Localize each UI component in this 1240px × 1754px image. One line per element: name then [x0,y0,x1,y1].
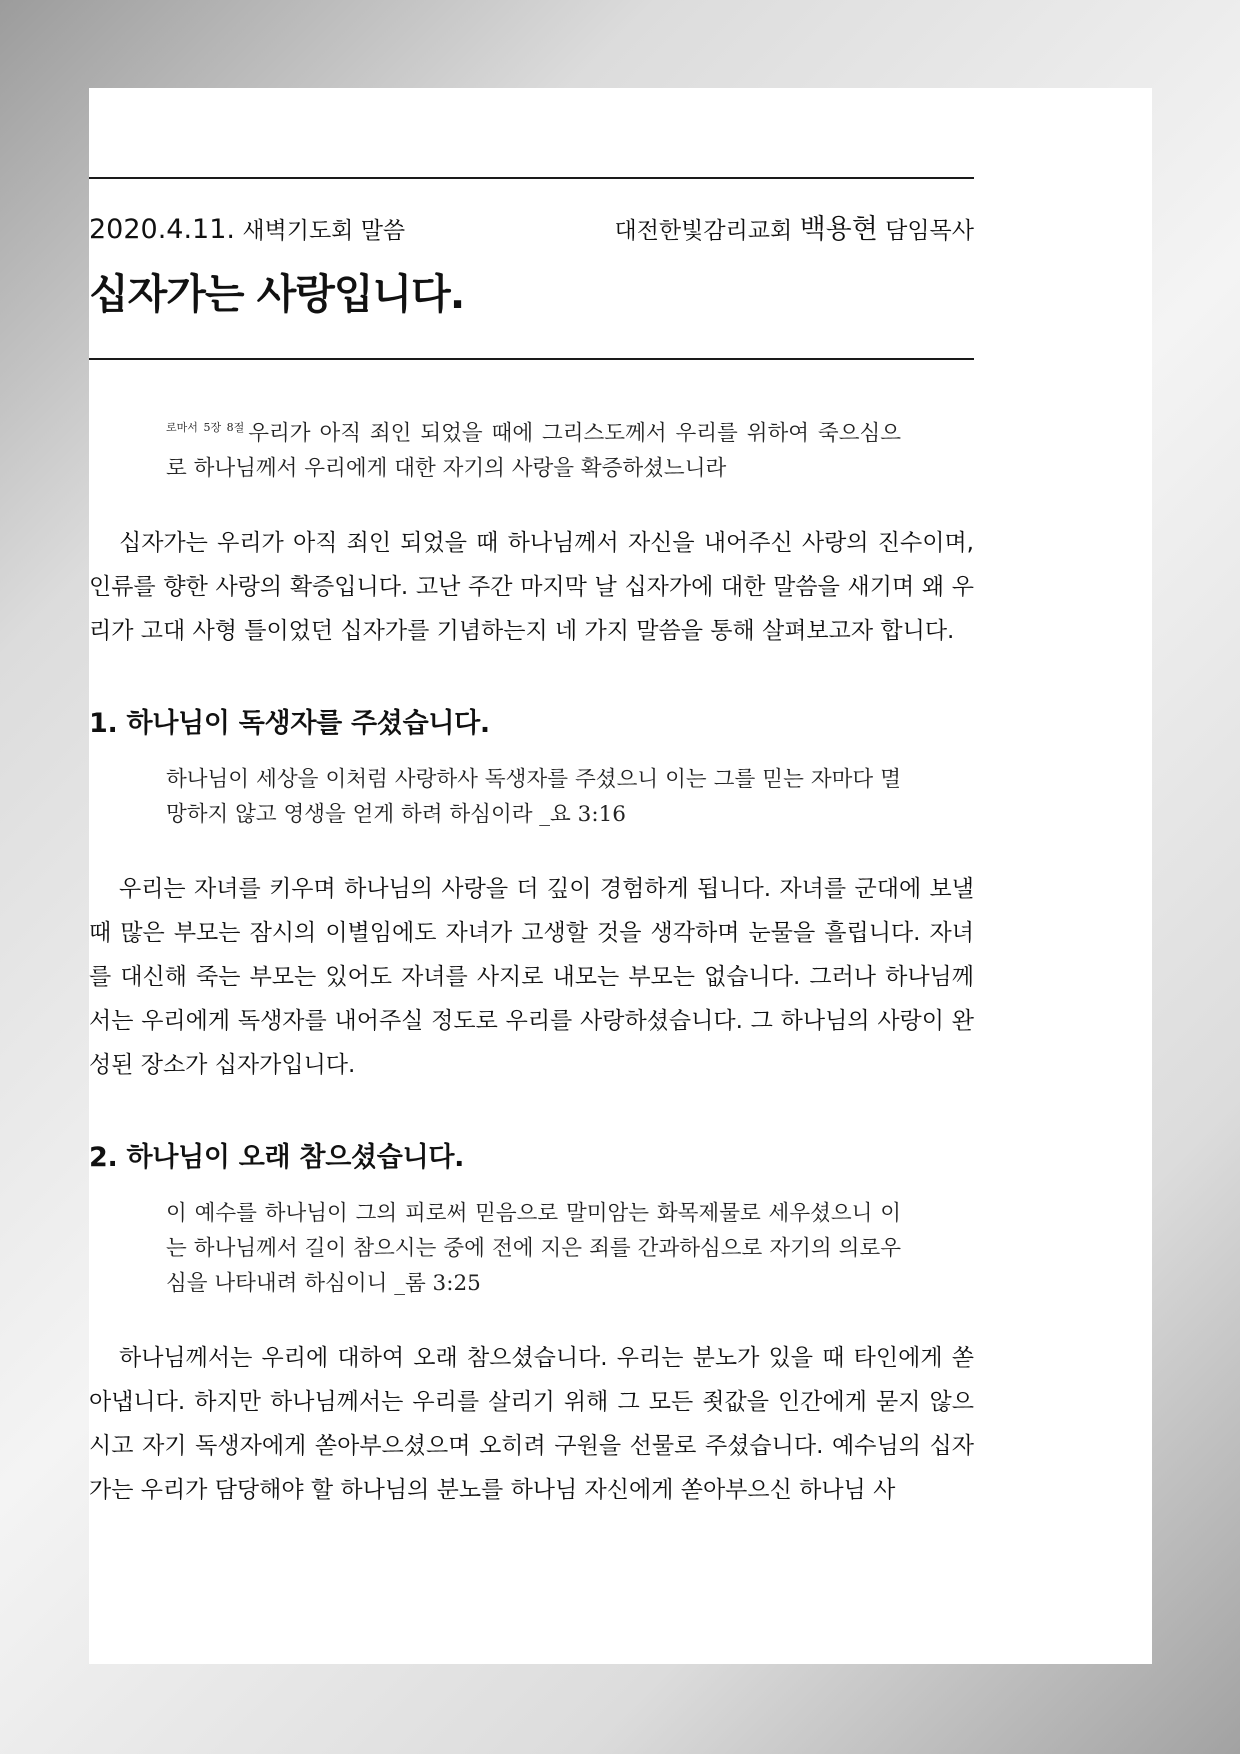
header-bottom-rule [89,358,974,360]
intro-verse [166,410,901,486]
section-1-heading: 1. 하나님이 독생자를 주셨습니다. [89,708,490,739]
sermon-date: 2020.4.11. [89,214,235,245]
pastor-name: 백용현 [799,214,878,245]
section-1-verse: 하나님이 세상을 이처럼 사랑하사 독생자를 주셨으니 이는 그를 믿는 자마다 멸망하지 않고 영생을 얻게 하려 하심이라 _요 3:16 [166,767,901,827]
section-2-paragraph: 하나님께서는 우리에 대하여 오래 참으셨습니다. 우리는 분노가 있을 때 타인에게 쏟아냅니다. 하지만 하나님께서는 우리를 살리기 위해 그 모든 죗값을 인간에게 묻지 않으시고 자기 독생자에게 쏟아부으셨으며 오히려 구원을 선물로 주셨습니다. 예수님의 십자가는 우리가 담당해야 할 하나님의 분노를 하나님 자신에게 쏟아부으신 하나님 사 [89,1345,974,1503]
page-title: 십자가는 사랑입니다. [89,270,465,318]
section-1-paragraph: 우리는 자녀를 키우며 하나님의 사랑을 더 깊이 경험하게 됩니다. 자녀를 군대에 보낼 때 많은 부모는 잠시의 이별임에도 자녀가 고생할 것을 생각하며 눈물을 흘립니다. 자녀를 대신해 죽는 부모는 있어도 자녀를 사지로 내모는 부모는 없습니다. 그러나 하나님께서는 우리에게 독생자를 내어주실 정도로 우리를 사랑하셨습니다. 그 하나님의 사랑이 완성된 장소가 십자가입니다. [89,876,974,1078]
service-name: 새벽기도회 말씀 [242,218,406,244]
header-left [89,213,405,248]
document-content [89,88,974,1512]
section-2-verse: 이 예수를 하나님이 그의 피로써 믿음으로 말미암는 화목제물로 세우셨으니 이는 하나님께서 길이 참으시는 중에 전에 지은 죄를 간과하심으로 자기의 의로우심을 나타내려 하심이니 _롬 3:25 [166,1201,901,1296]
pastor-title: 담임목사 [885,218,974,244]
intro-verse-text: 우리가 아직 죄인 되었을 때에 그리스도께서 우리를 위하여 죽으심으로 하나님께서 우리에게 대한 자기의 사랑을 확증하셨느니라 [166,421,901,481]
intro-paragraph: 십자가는 우리가 아직 죄인 되었을 때 하나님께서 자신을 내어주신 사랑의 진수이며, 인류를 향한 사랑의 확증입니다. 고난 주간 마지막 날 십자가에 대한 말씀을 새기며 왜 우리가 고대 사형 틀이었던 십자가를 기념하는지 네 가지 말씀을 통해 살펴보고자 합니다. [89,530,974,644]
church-name: 대전한빛감리교회 [614,218,793,244]
header-top-rule [89,177,974,179]
section-2-heading: 2. 하나님이 오래 참으셨습니다. [89,1142,465,1173]
intro-verse-reference: 로마서 5장 8절 [166,421,245,434]
header-right [615,213,975,248]
document-header [89,213,974,248]
